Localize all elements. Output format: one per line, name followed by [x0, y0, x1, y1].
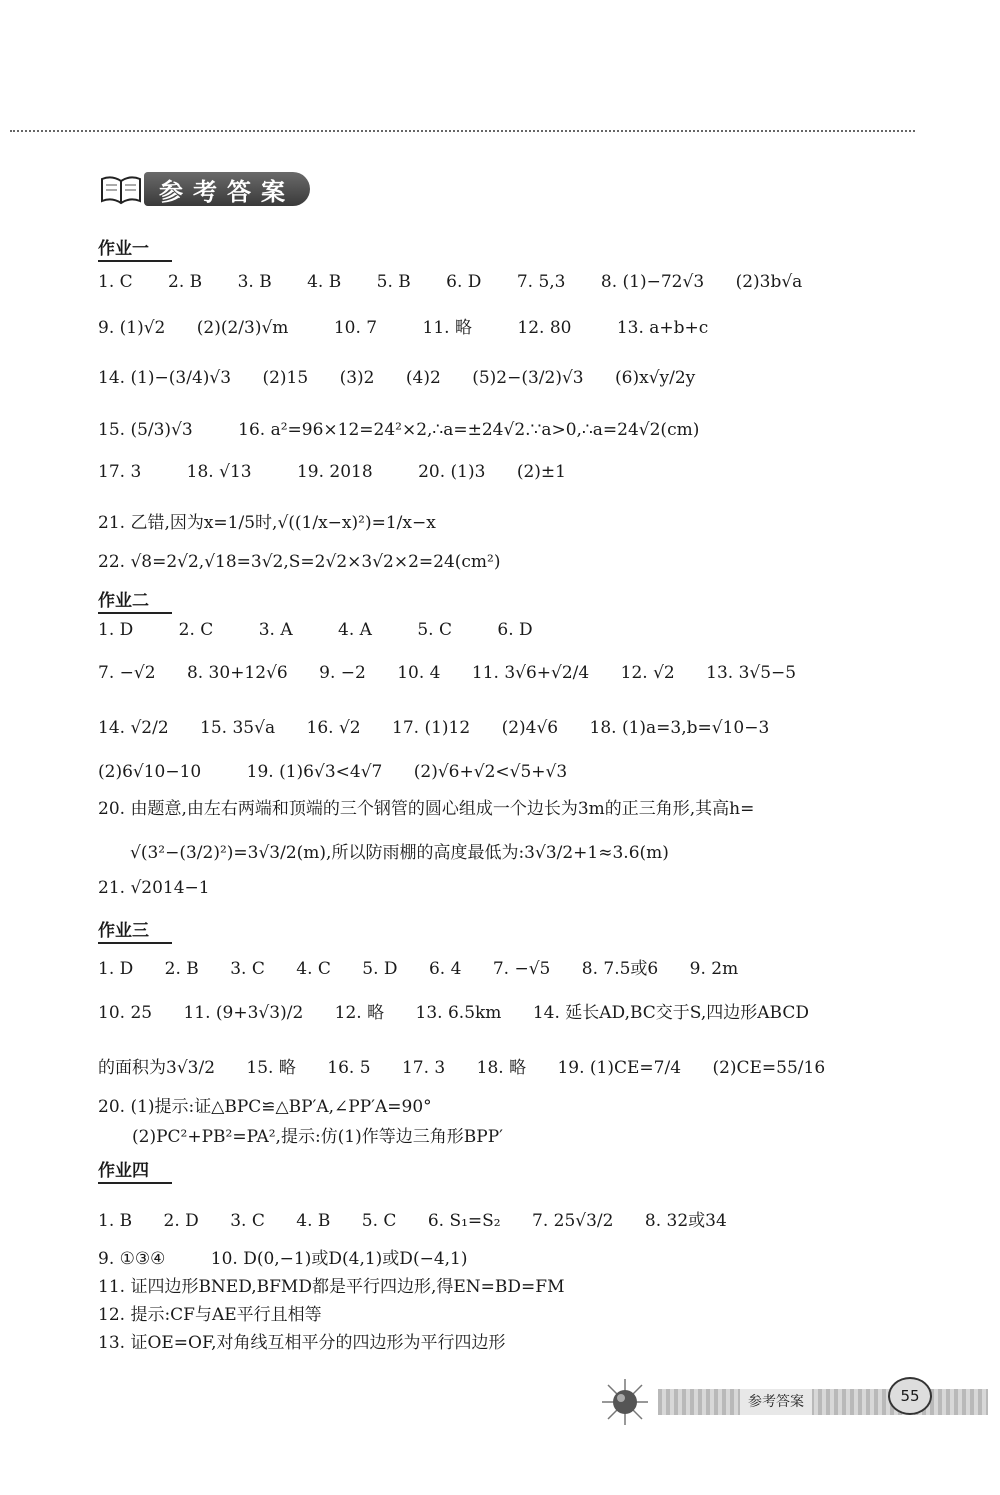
- answer-item: 19. (1)CE=7/4: [557, 1058, 682, 1078]
- answer-item: 10. 25: [98, 1003, 153, 1023]
- s2-line-4: [98, 762, 920, 782]
- answer-item: 7. 5,3: [516, 272, 566, 292]
- answer-item: (5)2−(3/2)√3: [472, 368, 584, 388]
- answer-item: (3)2: [339, 368, 375, 388]
- answer-item: 4. B: [296, 1211, 331, 1231]
- answer-item: 13. 6.5km: [415, 1003, 502, 1023]
- answer-item: 17. 3: [98, 462, 142, 482]
- answer-item: 1. C: [98, 272, 133, 292]
- answer-item: 8. 32或34: [644, 1211, 727, 1231]
- answer-item: (2)√6+√2<√5+√3: [413, 762, 568, 782]
- answer-item: 18. √13: [186, 462, 252, 482]
- answer-item: 5. D: [362, 959, 398, 979]
- answer-item: 12. 略: [334, 1003, 385, 1023]
- answer-item: 17. (1)12: [392, 718, 471, 738]
- s4-line-1: [98, 1206, 920, 1231]
- s2-line-2: [98, 663, 920, 683]
- answer-item: 2. B: [168, 272, 203, 292]
- answer-item: (2)(2/3)√m: [196, 318, 289, 338]
- answer-item: 14. 延长AD,BC交于S,四边形ABCD: [532, 1003, 809, 1023]
- answer-item: 19. 2018: [296, 462, 373, 482]
- answer-item: 7. −√5: [492, 959, 551, 979]
- answer-item: 18. 略: [476, 1058, 527, 1078]
- section-heading-2: 作业二: [98, 586, 172, 614]
- open-book-icon: [100, 171, 142, 207]
- s4-line-4: 12. 提示:CF与AE平行且相等: [98, 1305, 322, 1325]
- s4-line-3: 11. 证四边形BNED,BFMD都是平行四边形,得EN=BD=FM: [98, 1277, 565, 1297]
- footer-label: 参考答案: [740, 1389, 812, 1415]
- s3-line-3: [98, 1053, 920, 1078]
- answer-item: (2)4√6: [501, 718, 559, 738]
- s2-line-5: 20. 由题意,由左右两端和顶端的三个钢管的圆心组成一个边长为3m的正三角形,其高h=: [98, 799, 755, 819]
- answer-item: 16. √2: [306, 718, 361, 738]
- answer-item: 10. 4: [397, 663, 441, 683]
- answer-item: 20. (1)3: [418, 462, 486, 482]
- s4-line-2: [98, 1244, 920, 1269]
- answer-item: 6. S₁=S₂: [427, 1211, 501, 1231]
- answer-banner: [100, 168, 310, 210]
- answer-item: 5. C: [361, 1211, 397, 1231]
- page-footer: [600, 1375, 990, 1425]
- answer-item: (6)x√y/2y: [615, 368, 696, 388]
- s1-line-6: 21. 乙错,因为x=1/5时,√((1/x−x)²)=1/x−x: [98, 513, 436, 533]
- s1-line-7: 22. √8=2√2,√18=3√2,S=2√2×3√2×2=24(cm²): [98, 552, 501, 572]
- answer-item: 16. a²=96×12=24²×2,∴a=±24√2.∵a>0,∴a=24√2(cm): [238, 420, 700, 440]
- answer-item: 7. 25√3/2: [532, 1211, 614, 1231]
- s3-line-4: 20. (1)提示:证△BPC≌△BP′A,∠PP′A=90°: [98, 1097, 432, 1117]
- answer-item: 的面积为3√3/2: [98, 1058, 216, 1078]
- section-heading-3: 作业三: [98, 916, 172, 944]
- answer-item: 15. 35√a: [200, 718, 276, 738]
- s4-line-5: 13. 证OE=OF,对角线互相平分的四边形为平行四边形: [98, 1333, 506, 1353]
- header-dotted-rule: [10, 130, 915, 132]
- answer-item: 7. −√2: [98, 663, 156, 683]
- answer-item: 9. −2: [319, 663, 366, 683]
- footer-bar: [658, 1389, 988, 1415]
- answer-item: 10. 7: [333, 318, 378, 338]
- answer-item: 13. 3√5−5: [706, 663, 797, 683]
- answer-item: 8. 7.5或6: [581, 959, 659, 979]
- s2-line-7: 21. √2014−1: [98, 878, 210, 898]
- answer-item: 14. (1)−(3/4)√3: [98, 368, 232, 388]
- answer-item: 16. 5: [327, 1058, 371, 1078]
- s3-line-5: (2)PC²+PB²=PA²,提示:仿(1)作等边三角形BPP′: [132, 1127, 503, 1147]
- answer-item: 1. D: [98, 620, 134, 640]
- answer-item: 2. B: [164, 959, 199, 979]
- s2-line-3: [98, 718, 920, 738]
- s2-line-6: √(3²−(3/2)²)=3√3/2(m),所以防雨棚的高度最低为:3√3/2+1≈3.6(m): [130, 843, 669, 863]
- section-heading-4: 作业四: [98, 1156, 172, 1184]
- answer-item: 15. 略: [246, 1058, 296, 1078]
- answer-item: 9. (1)√2: [98, 318, 166, 338]
- answer-item: 3. C: [230, 1211, 265, 1231]
- answer-item: 4. B: [307, 272, 342, 292]
- answer-item: 13. a+b+c: [616, 318, 709, 338]
- answer-item: 11. 略: [422, 318, 472, 338]
- answer-item: 2. D: [163, 1211, 199, 1231]
- answer-item: (2)±1: [516, 462, 566, 482]
- sun-icon: [600, 1377, 650, 1427]
- banner-title: 参考答案: [144, 172, 310, 206]
- s3-line-2: [98, 998, 920, 1023]
- page-number: 55: [888, 1377, 932, 1415]
- answer-item: 3. B: [237, 272, 272, 292]
- answer-item: 1. D: [98, 959, 134, 979]
- answer-item: 8. (1)−72√3: [600, 272, 705, 292]
- answer-item: 17. 3: [401, 1058, 446, 1078]
- answer-item: 5. B: [376, 272, 411, 292]
- s1-line-2: [98, 313, 920, 338]
- answer-item: 10. D(0,−1)或D(4,1)或D(−4,1): [210, 1249, 468, 1269]
- answer-item: 15. (5/3)√3: [98, 420, 193, 440]
- answer-item: 9. ①③④: [98, 1249, 166, 1269]
- answer-item: 19. (1)6√3<4√7: [246, 762, 383, 782]
- answer-item: (2)6√10−10: [98, 762, 202, 782]
- answer-item: 14. √2/2: [98, 718, 169, 738]
- answer-item: (2)15: [262, 368, 309, 388]
- answer-item: 1. B: [98, 1211, 133, 1231]
- s1-line-5: [98, 462, 920, 482]
- answer-item: (2)3b√a: [735, 272, 803, 292]
- s1-line-3: [98, 368, 920, 388]
- section-heading-1: 作业一: [98, 234, 172, 262]
- answer-item: 18. (1)a=3,b=√10−3: [589, 718, 770, 738]
- answer-item: (4)2: [405, 368, 441, 388]
- answer-item: 3. C: [230, 959, 265, 979]
- answer-item: 3. A: [258, 620, 293, 640]
- s1-line-4: [98, 420, 920, 440]
- answer-item: 6. 4: [428, 959, 462, 979]
- answer-item: 11. (9+3√3)/2: [183, 1003, 304, 1023]
- answer-item: 12. √2: [620, 663, 675, 683]
- answer-item: 11. 3√6+√2/4: [471, 663, 590, 683]
- s1-line-1: [98, 272, 920, 292]
- answer-item: 8. 30+12√6: [186, 663, 288, 683]
- answer-item: 6. D: [497, 620, 533, 640]
- answer-item: (2)CE=55/16: [712, 1058, 826, 1078]
- answer-item: 12. 80: [517, 318, 572, 338]
- answer-item: 5. C: [417, 620, 452, 640]
- answer-item: 2. C: [178, 620, 214, 640]
- s3-line-1: [98, 954, 920, 979]
- answer-item: 6. D: [446, 272, 482, 292]
- answer-item: 4. C: [296, 959, 331, 979]
- answer-item: 9. 2m: [689, 959, 739, 979]
- answer-item: 4. A: [338, 620, 372, 640]
- s2-line-1: [98, 620, 920, 640]
